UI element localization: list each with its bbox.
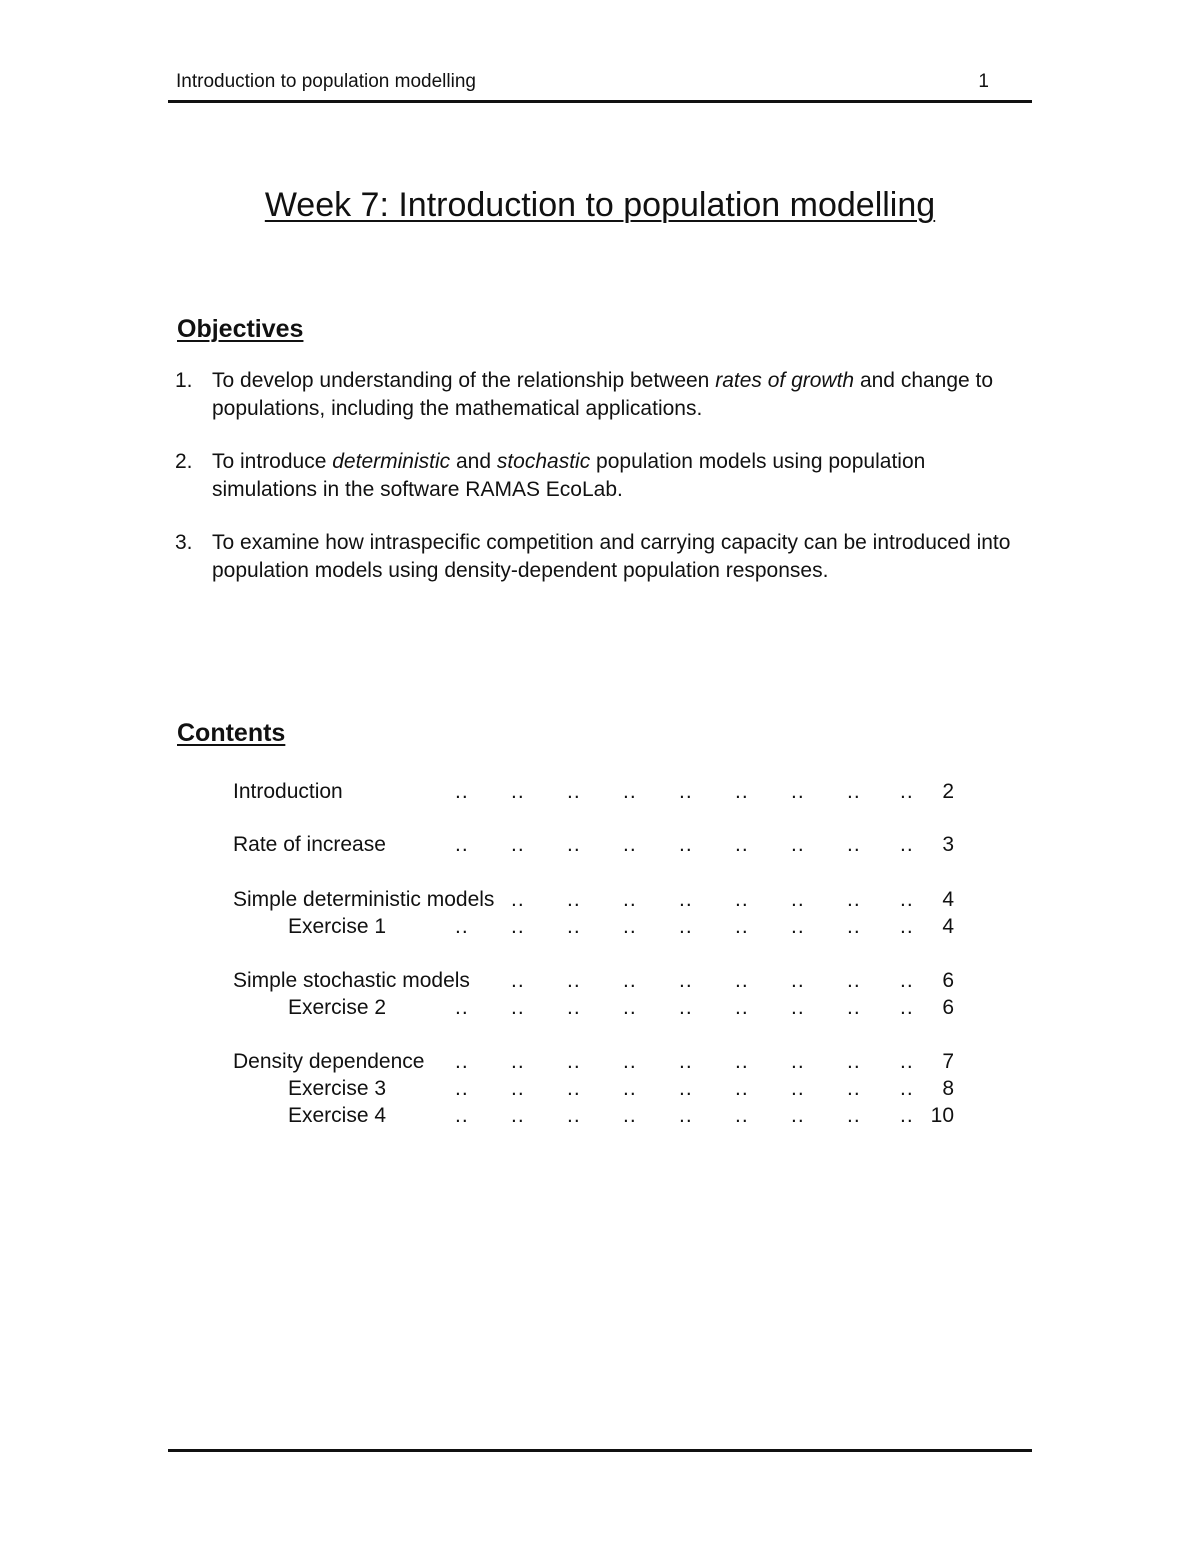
footer-rule [168,1449,1032,1452]
toc-leader-dot: .. [623,780,637,803]
toc-leader-dot: .. [735,1050,749,1073]
objective-item [175,367,1025,423]
toc-entry-page: 6 [942,996,954,1019]
toc-leader-dot: .. [679,888,693,911]
toc-leader-dot: .. [623,996,637,1019]
objective-item [175,448,1025,504]
toc-leader-dots [0,994,1200,1022]
toc-leader-dot: .. [511,969,525,992]
toc-entry-label: Density dependence [233,1050,425,1073]
toc-leader-dot: .. [623,1050,637,1073]
toc-leader-dot: .. [455,780,469,803]
toc-entry [0,913,1200,941]
toc-leader-dot: .. [679,780,693,803]
toc-leader-dot: .. [735,915,749,938]
toc-leader-dot: .. [455,915,469,938]
toc-entry-label: Exercise 3 [288,1077,387,1100]
toc-leader-dot: .. [735,833,749,856]
toc-leader-dot: .. [847,996,861,1019]
toc-leader-dot: .. [900,888,914,911]
objective-text-part: population models using population simulations in the software RAMAS EcoLab. [212,450,926,501]
toc-leader-dot: .. [567,969,581,992]
toc-leader-dot: .. [900,1077,914,1100]
toc-entry-label: Simple deterministic models [233,888,495,911]
objective-text [212,367,1025,423]
toc-entry-page: 2 [942,780,954,803]
toc-leader-dot: .. [511,915,525,938]
toc-leader-dot: .. [623,1104,637,1127]
header-title: Introduction to population modelling [176,71,476,92]
objective-text [212,529,1025,585]
objective-text-part: To introduce [212,450,333,473]
toc-leader-dot: .. [791,780,805,803]
toc-leader-dot: .. [791,915,805,938]
toc-entry-label: Exercise 2 [288,996,387,1019]
toc-entry-page: 8 [942,1077,954,1100]
toc-leader-dots [0,886,1200,914]
toc-leader-dot: .. [511,780,525,803]
toc-leader-dot: .. [623,888,637,911]
objective-text-emphasis: deterministic [332,450,451,473]
toc-leader-dot: .. [791,969,805,992]
toc-leader-dot: .. [511,1104,525,1127]
toc-leader-dot: .. [567,1050,581,1073]
toc-leader-dot: .. [791,1077,805,1100]
toc-leader-dot: .. [900,915,914,938]
toc-leader-dot: .. [735,888,749,911]
toc-leader-dot: .. [900,780,914,803]
toc-entry [0,886,1200,914]
objective-text-part: To examine how intraspecific competition and carrying capacity can be introduced into population models using density-dependent population responses. [212,531,1011,582]
toc-entry-page: 7 [942,1050,954,1073]
toc-leader-dot: .. [455,1077,469,1100]
objective-item [175,529,1025,585]
objective-text-emphasis: rates of growth [715,369,855,392]
toc-leader-dots [0,1102,1200,1130]
toc-leader-dots [0,1048,1200,1076]
toc-entry-page: 3 [942,833,954,856]
objective-number: 1. [175,369,193,392]
toc-leader-dot: .. [455,833,469,856]
toc-leader-dot: .. [791,833,805,856]
objective-number: 2. [175,450,193,473]
toc-leader-dot: .. [847,915,861,938]
toc-entry-page: 6 [942,969,954,992]
toc-leader-dot: .. [679,915,693,938]
toc-entry [0,967,1200,995]
document-title: Week 7: Introduction to population modelling [264,186,936,224]
toc-leader-dot: .. [900,1104,914,1127]
objective-text-part: and change to populations, including the mathematical applications. [212,369,994,420]
toc-leader-dots [0,831,1200,859]
toc-leader-dot: .. [567,780,581,803]
toc-leader-dots [0,778,1200,806]
toc-leader-dots [0,1075,1200,1103]
toc-leader-dots [0,967,1200,995]
objective-text-emphasis: stochastic [496,450,591,473]
toc-leader-dot: .. [511,996,525,1019]
toc-entry [0,1102,1200,1130]
toc-leader-dot: .. [455,1050,469,1073]
toc-leader-dot: .. [679,969,693,992]
toc-leader-dot: .. [511,833,525,856]
toc-leader-dot: .. [735,996,749,1019]
toc-leader-dot: .. [623,833,637,856]
toc-leader-dot: .. [900,833,914,856]
toc-leader-dot: .. [567,1104,581,1127]
toc-entry [0,778,1200,806]
toc-leader-dots [0,913,1200,941]
objectives-heading: Objectives [177,315,304,343]
toc-leader-dot: .. [735,969,749,992]
objective-text-part: To develop understanding of the relationship between [212,369,716,392]
toc-entry [0,1075,1200,1103]
toc-entry-label: Introduction [233,780,343,803]
toc-leader-dot: .. [567,833,581,856]
toc-leader-dot: .. [847,888,861,911]
toc-leader-dot: .. [679,996,693,1019]
toc-leader-dot: .. [847,1077,861,1100]
toc-leader-dot: .. [791,1104,805,1127]
toc-leader-dot: .. [623,1077,637,1100]
toc-leader-dot: .. [623,969,637,992]
toc-leader-dot: .. [900,996,914,1019]
page-number: 1 [978,71,989,92]
toc-leader-dot: .. [847,780,861,803]
toc-leader-dot: .. [791,888,805,911]
toc-leader-dot: .. [847,1050,861,1073]
toc-entry-label: Exercise 4 [288,1104,387,1127]
running-header [168,68,1032,103]
toc-entry-label: Exercise 1 [288,915,387,938]
toc-leader-dot: .. [735,1104,749,1127]
toc-leader-dot: .. [791,996,805,1019]
objective-number: 3. [175,531,193,554]
toc-leader-dot: .. [791,1050,805,1073]
toc-entry-page: 4 [942,888,954,911]
toc-entry-page: 10 [930,1104,954,1127]
toc-leader-dot: .. [847,1104,861,1127]
toc-leader-dot: .. [847,833,861,856]
toc-leader-dot: .. [455,1104,469,1127]
toc-leader-dot: .. [511,888,525,911]
toc-leader-dot: .. [567,888,581,911]
toc-leader-dot: .. [623,915,637,938]
objective-text [212,448,1025,504]
toc-leader-dot: .. [679,1050,693,1073]
toc-leader-dot: .. [679,833,693,856]
toc-entry-page: 4 [942,915,954,938]
objective-text-part: and [450,450,497,473]
toc-leader-dot: .. [679,1077,693,1100]
toc-entry-label: Rate of increase [233,833,386,856]
toc-leader-dot: .. [511,1050,525,1073]
toc-entry [0,1048,1200,1076]
toc-entry-label: Simple stochastic models [233,969,470,992]
toc-leader-dot: .. [679,1104,693,1127]
toc-leader-dot: .. [567,915,581,938]
toc-leader-dot: .. [567,996,581,1019]
toc-entry [0,831,1200,859]
contents-heading: Contents [177,719,286,747]
toc-leader-dot: .. [847,969,861,992]
toc-entry [0,994,1200,1022]
toc-leader-dot: .. [735,1077,749,1100]
toc-leader-dot: .. [567,1077,581,1100]
toc-leader-dot: .. [511,1077,525,1100]
toc-leader-dot: .. [735,780,749,803]
toc-leader-dot: .. [455,996,469,1019]
toc-leader-dot: .. [900,969,914,992]
toc-leader-dot: .. [900,1050,914,1073]
